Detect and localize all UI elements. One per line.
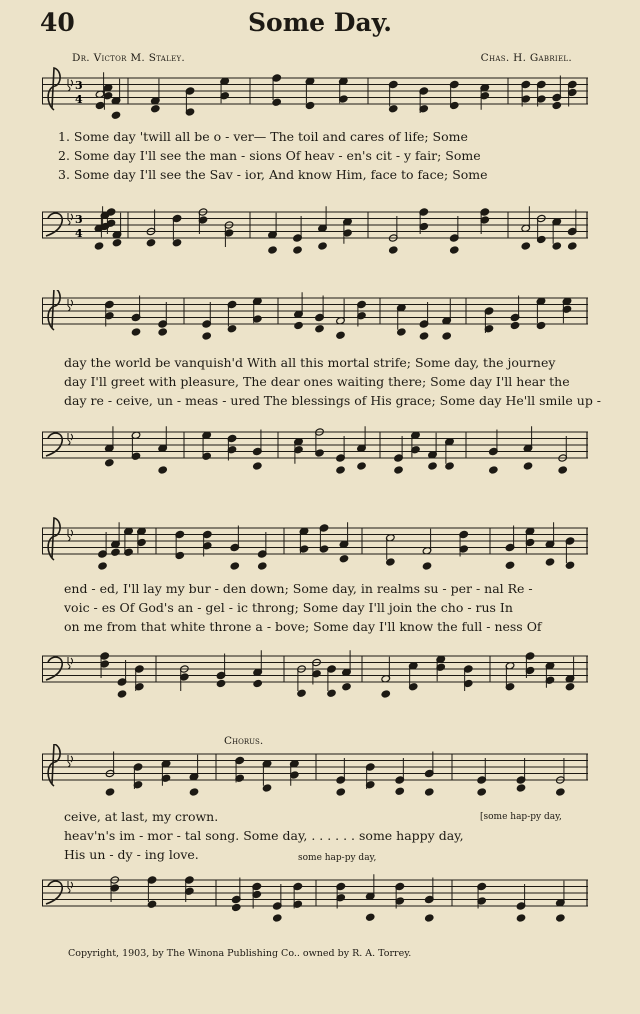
time-signature-top: 3 (75, 79, 83, 92)
treble-staff-4 (42, 744, 588, 806)
note-head (158, 328, 168, 336)
note-head (449, 246, 459, 254)
note-head (388, 246, 398, 254)
note-head (336, 331, 346, 339)
note-head (365, 913, 375, 921)
note-head (318, 242, 328, 250)
note-head (556, 914, 566, 922)
flat-key-signature (68, 755, 73, 767)
bass-staff-2 (42, 414, 588, 494)
bass-clef (46, 213, 62, 236)
note-head (94, 242, 104, 250)
note-head (521, 242, 531, 250)
composer-credit: Chas. H. Gabriel. (480, 52, 572, 64)
note-head (424, 788, 434, 796)
note-head (342, 683, 352, 691)
note-head (268, 246, 278, 254)
note-head (257, 562, 267, 570)
note-head (111, 111, 121, 119)
note-head (419, 332, 429, 340)
time-signature-top: 3 (75, 213, 83, 226)
note-head (505, 561, 515, 569)
note-head (117, 690, 127, 698)
note-head (315, 325, 325, 333)
note-head (556, 788, 566, 796)
note-head (567, 242, 577, 250)
note-head (489, 466, 499, 474)
note-head (422, 562, 432, 570)
bass-staff-4 (42, 866, 588, 942)
note-head (230, 562, 240, 570)
note-head (216, 679, 226, 687)
note-head (336, 788, 346, 796)
note-head (477, 788, 487, 796)
note-head (442, 332, 452, 340)
note-head (424, 914, 434, 922)
flat-key-signature (68, 433, 73, 445)
note-head (112, 239, 122, 247)
note-head (523, 462, 533, 470)
note-head (293, 246, 303, 254)
page-title: Some Day. (247, 8, 393, 37)
bass-clef (46, 881, 62, 904)
note-head (516, 914, 526, 922)
flat-key-signature (68, 881, 73, 893)
note-head (95, 101, 105, 109)
note-head (105, 459, 115, 467)
note-head (272, 914, 282, 922)
page-number: 40 (40, 8, 75, 37)
chorus-label: Chorus. (224, 735, 264, 747)
treble-staff-2 (42, 290, 588, 346)
bass-staff-3 (42, 638, 588, 724)
treble-staff-1 (42, 66, 588, 122)
note-head (552, 101, 562, 109)
note-head (395, 787, 405, 795)
time-signature-bottom: 4 (75, 227, 83, 240)
note-head (231, 903, 241, 911)
note-head (545, 558, 555, 566)
note-head (253, 462, 263, 470)
note-head (111, 548, 121, 556)
flat-key-signature (68, 529, 73, 541)
time-signature-bottom: 4 (75, 93, 83, 106)
chorus-small-lyric-1: [some hap-py day, (480, 812, 562, 822)
note-head (105, 788, 115, 796)
bass-staff-1 (42, 190, 588, 270)
note-head (336, 466, 346, 474)
note-head (146, 239, 156, 247)
treble-staff-3 (42, 512, 588, 576)
note-head (381, 690, 391, 698)
note-head (151, 105, 161, 113)
note-head (357, 462, 367, 470)
note-head (565, 683, 575, 691)
note-head (428, 462, 438, 470)
bass-clef (46, 657, 62, 680)
flat-key-signature (68, 299, 73, 311)
note-head (158, 466, 168, 474)
note-head (394, 466, 404, 474)
note-head (339, 555, 349, 563)
note-head (253, 679, 263, 687)
note-head (202, 332, 212, 340)
note-head (294, 321, 304, 329)
copyright-notice: Copyright, 1903, by The Winona Publishing Co.. owned by R. A. Torrey. (68, 948, 412, 959)
chorus-small-lyric-2: some hap-py day, (298, 853, 377, 863)
note-head (189, 788, 199, 796)
bass-clef (46, 433, 62, 456)
note-head (558, 466, 568, 474)
flat-key-signature (68, 79, 73, 91)
note-head (131, 328, 141, 336)
note-head (510, 321, 520, 329)
flat-key-signature (68, 213, 73, 225)
note-head (516, 784, 526, 792)
lyricist-credit: Dr. Victor M. Staley. (72, 52, 186, 64)
flat-key-signature (68, 657, 73, 669)
note-head (98, 562, 108, 570)
